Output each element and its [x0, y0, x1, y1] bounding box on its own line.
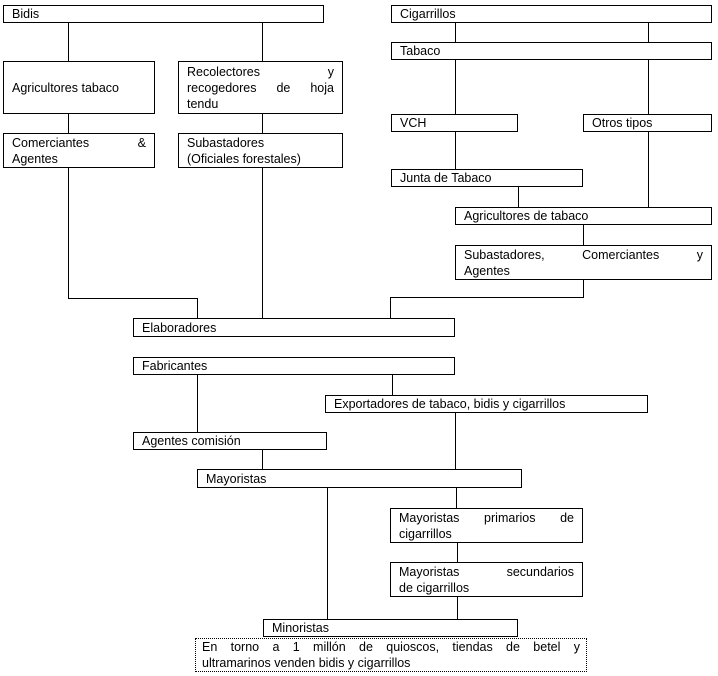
node-agricultores-de-tabaco: Agricultores de tabaco: [455, 207, 712, 225]
connector-subastadores-elbow-down: [583, 280, 584, 297]
node-otros-tipos: Otros tipos: [583, 114, 712, 132]
node-mayoristas: Mayoristas: [197, 469, 522, 488]
connector-comerciantes-elbow-across: [68, 298, 198, 299]
connector-bidis-agricultores: [68, 23, 69, 61]
connector-tabaco-otros: [648, 60, 649, 114]
node-mayoristas-primarios-line1: Mayoristas primarios de: [399, 510, 574, 525]
node-junta-tabaco: Junta de Tabaco: [391, 169, 583, 187]
node-mayoristas-secundarios-line1: Mayoristas secundarios: [399, 564, 574, 579]
connector-comerciantes-elaboradores: [197, 298, 198, 318]
connector-comerciantes-elbow-down: [68, 168, 69, 299]
node-subastadores-comerciantes-line2: Agentes: [464, 263, 510, 278]
node-comerciantes-line2: Agentes: [12, 151, 58, 166]
connector-junta-agricultores: [518, 187, 519, 207]
connector-cigarrillos-tabaco-right: [648, 23, 649, 42]
connector-subastadores-elaboradores: [390, 297, 391, 318]
connector-agricultores-comerciantes: [68, 114, 69, 133]
node-nota-line2: ultramarinos venden bidis y cigarrillos: [202, 656, 411, 670]
node-tabaco: Tabaco: [391, 42, 712, 60]
node-mayoristas-secundarios-line2: de cigarrillos: [399, 580, 470, 595]
node-subastadores-forestales-line1: Subastadores: [187, 135, 265, 150]
node-exportadores: Exportadores de tabaco, bidis y cigarrillos: [325, 395, 648, 413]
connector-cigarrillos-tabaco-left: [455, 23, 456, 42]
connector-vch-junta: [455, 132, 456, 169]
node-subastadores-comerciantes: [455, 245, 712, 280]
node-recolectores-line3: tendu: [187, 96, 219, 111]
connector-fabricantes-agentes: [197, 375, 198, 432]
connector-agentes-mayoristas: [262, 450, 263, 469]
connector-tabaco-vch: [455, 60, 456, 114]
connector-subastadores-elbow-across: [390, 297, 584, 298]
connector-exportadores-mayoristas: [455, 413, 456, 469]
node-recolectores: [178, 61, 343, 114]
connector-recolectores-subastadores: [262, 114, 263, 133]
node-nota-minoristas: [195, 638, 587, 672]
connector-subastadores-forestales-elaboradores: [262, 168, 263, 318]
connector-mayoristas-minoristas: [327, 488, 328, 619]
node-comerciantes-agentes: [3, 133, 155, 168]
connector-primarios-secundarios: [457, 543, 458, 562]
node-subastadores-forestales-line2: (Oficiales forestales): [187, 151, 301, 166]
node-subastadores-forestales: [178, 133, 343, 168]
node-comerciantes-line1: Comerciantes &: [12, 135, 146, 150]
node-recolectores-line2: recogedores de hoja: [187, 80, 334, 95]
node-mayoristas-primarios-line2: cigarrillos: [399, 526, 452, 541]
node-nota-line1: En torno a 1 millón de quioscos, tiendas de betel y: [202, 640, 580, 654]
node-vch: VCH: [391, 114, 518, 132]
connector-agricultores-subastadores: [583, 225, 584, 245]
node-mayoristas-secundarios: [390, 562, 583, 597]
connector-mayoristas-primarios: [456, 488, 457, 508]
node-elaboradores: Elaboradores: [133, 318, 455, 337]
node-recolectores-line1: Recolectores y: [187, 64, 334, 79]
node-cigarrillos: Cigarrillos: [391, 5, 712, 23]
node-subastadores-comerciantes-line1: Subastadores, Comerciantes y: [464, 247, 703, 262]
connector-otros-agricultores: [648, 132, 649, 207]
node-mayoristas-primarios: [390, 508, 583, 543]
node-agentes-comision: Agentes comisión: [133, 432, 327, 450]
connector-secundarios-minoristas: [457, 597, 458, 619]
node-minoristas: Minoristas: [263, 619, 518, 637]
node-fabricantes: Fabricantes: [133, 357, 455, 375]
connector-bidis-recolectores: [262, 23, 263, 61]
node-agricultores-tabaco: Agricultores tabaco: [3, 61, 155, 114]
connector-fabricantes-exportadores: [392, 375, 393, 395]
node-bidis: Bidis: [3, 5, 324, 23]
